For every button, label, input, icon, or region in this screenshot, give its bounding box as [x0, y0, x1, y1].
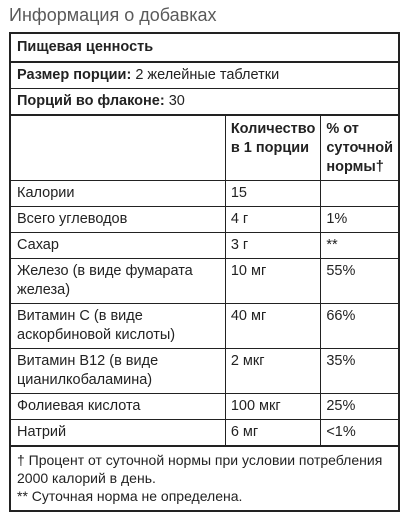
- header-empty-cell: [11, 116, 225, 181]
- page-title: Информация о добавках: [9, 5, 217, 25]
- nutrient-amount: 2 мкг: [225, 349, 321, 394]
- servings-per-container-row: [11, 89, 398, 116]
- footnote-daily-value: † Процент от суточной нормы при условии потребления 2000 калорий в день.: [17, 452, 383, 486]
- table-row: [11, 394, 398, 420]
- nutrient-dv: <1%: [321, 420, 398, 447]
- header-daily-value: % от суточной нормы†: [321, 116, 398, 181]
- nutrient-amount: 100 мкг: [225, 394, 321, 420]
- table-row: [11, 304, 398, 349]
- table-row: [11, 233, 398, 259]
- servings-value: 30: [168, 93, 185, 109]
- table-row: [11, 349, 398, 394]
- nutrient-amount: 40 мг: [225, 304, 321, 349]
- nutrient-name: Витамин B12 (в виде цианилкобаламина): [11, 349, 225, 394]
- header-amount: Количество в 1 порции: [225, 116, 321, 181]
- footnotes: [11, 447, 398, 510]
- nutrient-dv: [321, 181, 398, 207]
- nutrient-dv: 1%: [321, 207, 398, 233]
- nutrients-table: [11, 116, 398, 447]
- table-row: [11, 259, 398, 304]
- nutrient-amount: 10 мг: [225, 259, 321, 304]
- nutrient-dv: 25%: [321, 394, 398, 420]
- table-row: [11, 207, 398, 233]
- nutrient-name: Сахар: [11, 233, 225, 259]
- nutrient-amount: 15: [225, 181, 321, 207]
- nutrient-amount: 4 г: [225, 207, 321, 233]
- nutrient-name: Железо (в виде фумарата железа): [11, 259, 225, 304]
- nutrient-dv: **: [321, 233, 398, 259]
- servings-label: Порций во флаконе:: [17, 93, 165, 109]
- nutrient-name: Натрий: [11, 420, 225, 447]
- nutrient-amount: 6 мг: [225, 420, 321, 447]
- nutrient-name: Витамин С (в виде аскорбиновой кислоты): [11, 304, 225, 349]
- serving-size-row: [11, 63, 398, 89]
- nutrient-dv: 55%: [321, 259, 398, 304]
- table-row: [11, 420, 398, 447]
- supplement-facts-panel: [9, 32, 400, 512]
- nutrient-dv: 66%: [321, 304, 398, 349]
- nutrient-name: Калории: [11, 181, 225, 207]
- footnote-not-established: ** Суточная норма не определена.: [17, 488, 243, 504]
- facts-title: Пищевая ценность: [11, 34, 398, 63]
- serving-size-label: Размер порции:: [17, 67, 132, 83]
- nutrient-dv: 35%: [321, 349, 398, 394]
- nutrient-amount: 3 г: [225, 233, 321, 259]
- nutrient-name: Фолиевая кислота: [11, 394, 225, 420]
- table-row: [11, 181, 398, 207]
- serving-size-value: 2 желейные таблетки: [135, 67, 280, 83]
- table-header-row: [11, 116, 398, 181]
- nutrient-name: Всего углеводов: [11, 207, 225, 233]
